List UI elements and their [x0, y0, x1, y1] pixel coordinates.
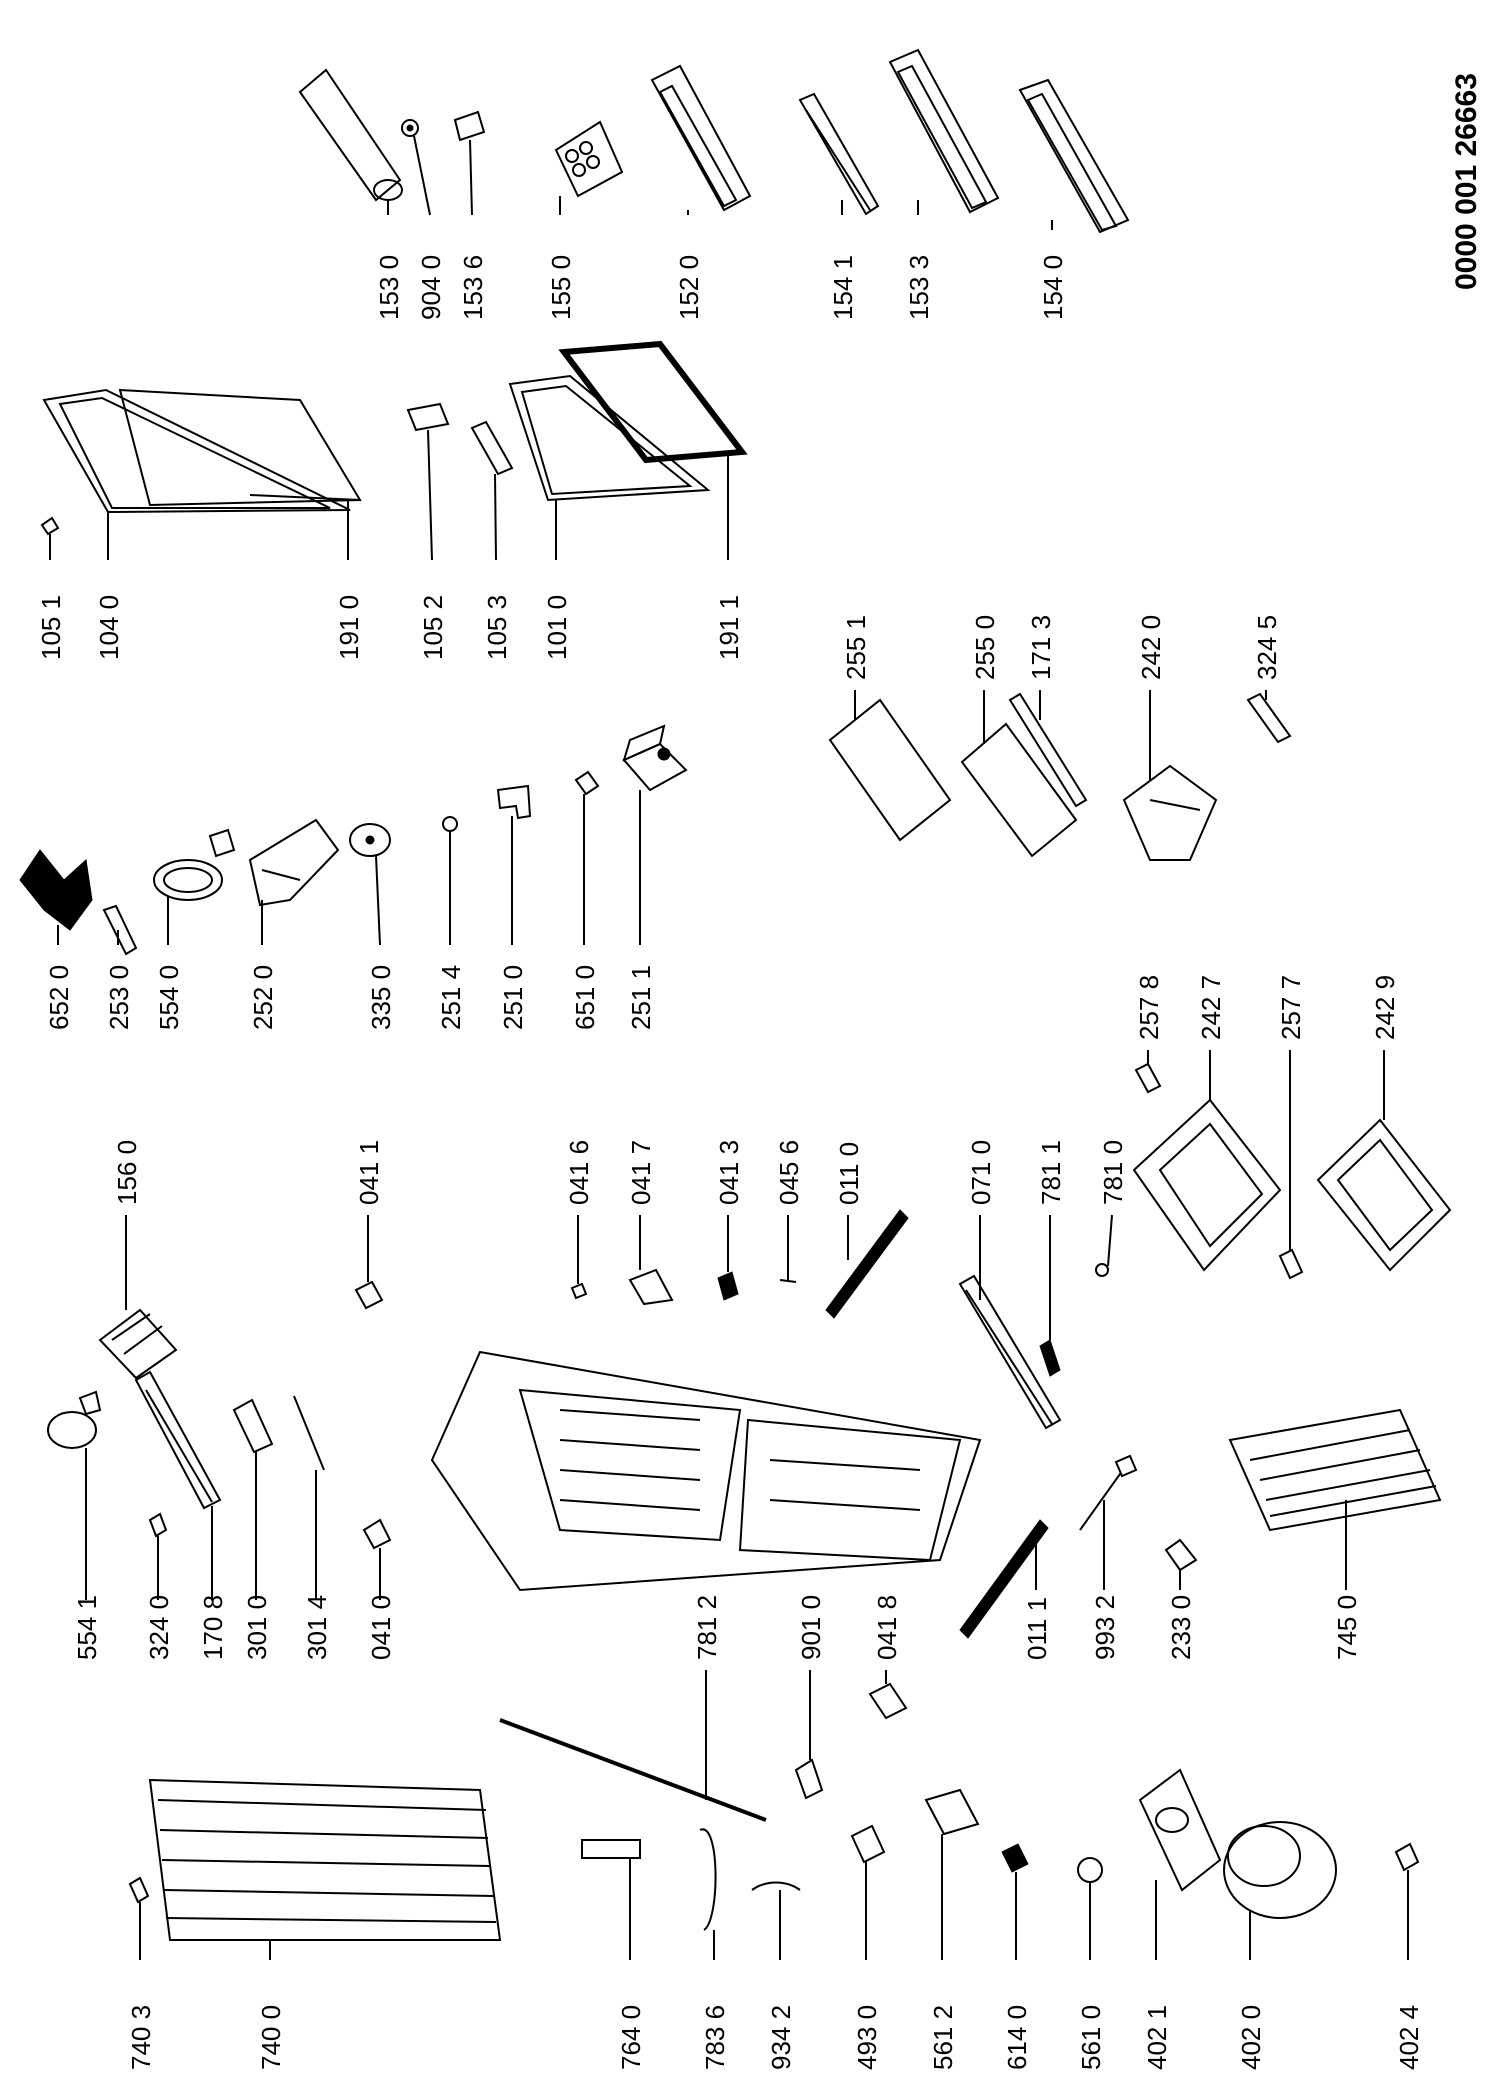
svg-text:191 0: 191 0 [334, 594, 364, 660]
part-904-0 [402, 120, 446, 320]
svg-text:402 1: 402 1 [1142, 2004, 1172, 2070]
part-781-1 [1036, 1140, 1066, 1376]
svg-text:041 6: 041 6 [564, 1139, 594, 1205]
part-041-3 [714, 1140, 744, 1300]
svg-text:324 5: 324 5 [1252, 614, 1282, 680]
svg-text:781 0: 781 0 [1098, 1139, 1128, 1205]
svg-text:101 0: 101 0 [542, 594, 572, 660]
svg-text:011 0: 011 0 [834, 1141, 864, 1205]
svg-text:242 7: 242 7 [1196, 974, 1226, 1040]
svg-text:257 8: 257 8 [1134, 974, 1164, 1040]
svg-text:251 0: 251 0 [498, 964, 528, 1030]
svg-text:041 0: 041 0 [366, 1594, 396, 1660]
svg-text:904 0: 904 0 [416, 254, 446, 320]
svg-text:251 4: 251 4 [436, 964, 466, 1030]
part-153-3 [890, 50, 998, 320]
document-number: 0000 001 26663 [1450, 73, 1483, 290]
svg-text:257 7: 257 7 [1276, 974, 1306, 1040]
svg-text:993 2: 993 2 [1090, 1594, 1120, 1660]
part-101-0 [510, 376, 708, 660]
svg-text:011 1: 011 1 [1022, 1596, 1052, 1660]
part-255-0 [962, 615, 1076, 856]
part-191-0 [250, 495, 364, 660]
svg-text:170 8: 170 8 [198, 1594, 228, 1660]
part-781-0 [1096, 1140, 1128, 1276]
svg-text:154 0: 154 0 [1038, 254, 1068, 320]
part-251-4 [436, 817, 466, 1030]
part-041-7 [626, 1140, 672, 1304]
svg-text:764 0: 764 0 [616, 2004, 646, 2070]
svg-text:155 0: 155 0 [546, 254, 576, 320]
part-191-1 [564, 344, 744, 660]
part-cabinet [432, 1352, 980, 1590]
svg-text:253 0: 253 0 [104, 964, 134, 1030]
svg-text:614 0: 614 0 [1002, 2004, 1032, 2070]
svg-text:045 6: 045 6 [774, 1139, 804, 1205]
svg-text:561 2: 561 2 [928, 2004, 958, 2070]
part-253-0 [104, 906, 136, 1030]
part-745-0 [1230, 1410, 1440, 1660]
part-324-5 [1248, 615, 1290, 742]
part-781-2 [500, 1595, 766, 1820]
part-301-0 [234, 1400, 272, 1660]
part-402-0 [1224, 1822, 1336, 2070]
svg-text:251 1: 251 1 [626, 964, 656, 1030]
part-041-6 [564, 1140, 594, 1298]
part-154-1 [800, 94, 878, 320]
part-242-9 [1318, 975, 1450, 1270]
svg-text:554 1: 554 1 [72, 1594, 102, 1660]
part-153-6 [455, 112, 488, 320]
svg-text:153 0: 153 0 [374, 254, 404, 320]
part-614-0 [1002, 1844, 1032, 2070]
svg-text:104 0: 104 0 [94, 594, 124, 660]
svg-text:740 3: 740 3 [126, 2004, 156, 2070]
svg-text:041 1: 041 1 [354, 1139, 384, 1205]
part-251-0 [498, 786, 530, 1030]
part-041-1 [354, 1140, 384, 1308]
part-561-2 [926, 1790, 978, 2070]
svg-text:651 0: 651 0 [570, 964, 600, 1030]
part-252-0 [248, 820, 338, 1030]
part-105-2 [408, 404, 448, 660]
part-335-0 [350, 824, 396, 1030]
part-011-1 [960, 1520, 1052, 1660]
svg-text:554 0: 554 0 [154, 964, 184, 1030]
svg-text:041 8: 041 8 [872, 1594, 902, 1660]
svg-text:156 0: 156 0 [112, 1139, 142, 1205]
part-255-1 [830, 615, 950, 840]
part-156-0 [100, 1140, 176, 1378]
svg-text:934 2: 934 2 [766, 2004, 796, 2070]
part-561-0 [1076, 1858, 1106, 2070]
part-041-8 [870, 1595, 906, 1718]
svg-text:154 1: 154 1 [828, 254, 858, 320]
svg-text:153 3: 153 3 [904, 254, 934, 320]
svg-text:152 0: 152 0 [674, 254, 704, 320]
svg-text:901 0: 901 0 [796, 1594, 826, 1660]
part-402-4 [1394, 1844, 1424, 2070]
svg-text:252 0: 252 0 [248, 964, 278, 1030]
part-045-6 [774, 1140, 804, 1282]
part-402-1 [1140, 1770, 1220, 2070]
part-740-0 [150, 1780, 500, 2070]
svg-text:301 4: 301 4 [302, 1594, 332, 1660]
part-301-4 [294, 1396, 332, 1660]
part-651-0 [570, 772, 600, 1030]
svg-text:652 0: 652 0 [44, 964, 74, 1030]
part-155-0 [546, 122, 622, 320]
svg-text:335 0: 335 0 [366, 964, 396, 1030]
part-153-0 [300, 70, 404, 320]
svg-text:242 0: 242 0 [1136, 614, 1166, 680]
svg-text:324 0: 324 0 [144, 1594, 174, 1660]
svg-text:781 1: 781 1 [1036, 1139, 1066, 1205]
part-041-0 [364, 1520, 396, 1660]
part-764-0 [582, 1840, 646, 2070]
svg-text:561 0: 561 0 [1076, 2004, 1106, 2070]
part-233-0 [1166, 1540, 1196, 1660]
svg-text:745 0: 745 0 [1332, 1594, 1362, 1660]
svg-text:493 0: 493 0 [852, 2004, 882, 2070]
svg-text:402 0: 402 0 [1236, 2004, 1266, 2070]
part-783-6 [700, 1829, 730, 2070]
part-554-0 [154, 830, 234, 1030]
svg-text:191 1: 191 1 [714, 594, 744, 660]
part-257-8 [1134, 975, 1164, 1092]
part-652-0 [20, 850, 92, 1030]
svg-text:171 3: 171 3 [1026, 614, 1056, 680]
svg-text:105 2: 105 2 [418, 594, 448, 660]
svg-text:105 3: 105 3 [482, 594, 512, 660]
svg-text:255 1: 255 1 [841, 614, 871, 680]
part-324-0 [144, 1514, 174, 1660]
part-251-1 [624, 726, 686, 1030]
svg-text:105 1: 105 1 [36, 594, 66, 660]
part-934-2 [752, 1883, 800, 2071]
part-554-1 [48, 1392, 102, 1660]
svg-text:783 6: 783 6 [700, 2004, 730, 2070]
svg-text:781 2: 781 2 [692, 1594, 722, 1660]
svg-text:740 0: 740 0 [256, 2004, 286, 2070]
svg-text:402 4: 402 4 [1394, 2004, 1424, 2070]
part-105-3 [472, 422, 512, 660]
part-257-7 [1276, 975, 1306, 1278]
svg-text:041 7: 041 7 [626, 1139, 656, 1205]
svg-text:153 6: 153 6 [458, 254, 488, 320]
svg-text:242 9: 242 9 [1370, 974, 1400, 1040]
part-152-0 [652, 66, 750, 320]
part-104-0 [44, 390, 360, 660]
part-154-0 [1020, 80, 1128, 320]
svg-text:301 0: 301 0 [242, 1594, 272, 1660]
svg-text:233 0: 233 0 [1166, 1594, 1196, 1660]
part-242-0 [1124, 615, 1216, 860]
part-901-0 [796, 1595, 826, 1798]
part-993-2 [1080, 1456, 1136, 1660]
part-740-3 [126, 1878, 156, 2070]
svg-text:041 3: 041 3 [714, 1139, 744, 1205]
part-011-0 [826, 1142, 908, 1318]
svg-text:071 0: 071 0 [966, 1139, 996, 1205]
part-493-0 [852, 1826, 884, 2070]
svg-text:255 0: 255 0 [970, 614, 1000, 680]
part-105-1 [36, 518, 66, 660]
